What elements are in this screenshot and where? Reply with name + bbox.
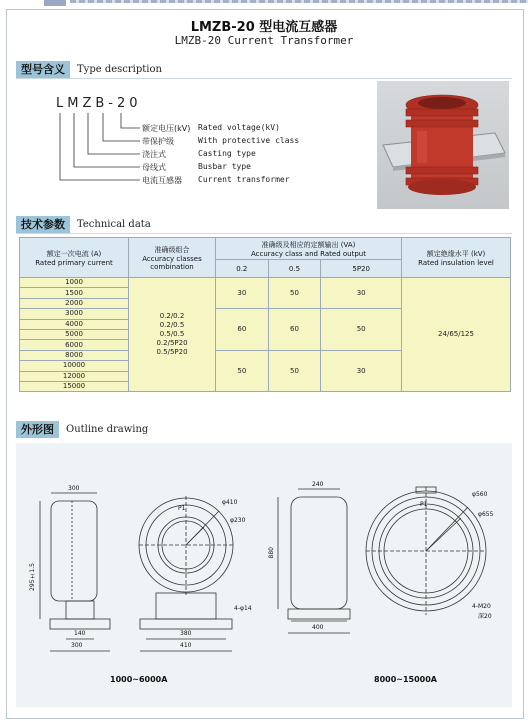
- dim-left-height: 295±1.5: [29, 563, 36, 591]
- header-insulation-cn: 额定绝缘水平 (kV): [426, 249, 486, 258]
- header-class-02: 0.2: [216, 260, 269, 278]
- legend-en: With protective class: [198, 136, 300, 145]
- header-current-en: Rated primary current: [35, 258, 113, 267]
- legend-cn: 额定电压(kV): [142, 124, 191, 133]
- header-output-cn: 准确级及相应的定额输出 (VA): [261, 240, 356, 249]
- legend-en: Casting type: [198, 149, 256, 158]
- product-photo: [377, 81, 509, 209]
- outline-section-header: [16, 421, 148, 438]
- dim-d560: φ560: [472, 491, 488, 498]
- current-cell: 1000: [20, 278, 129, 288]
- combination-item: 0.2/5P20: [156, 339, 188, 348]
- dim-w410: 410: [180, 642, 192, 649]
- legend-row: [142, 149, 256, 160]
- dim-d230: φ230: [230, 517, 246, 524]
- outline-section-tag: 外形图: [16, 421, 59, 438]
- legend-row: [142, 175, 290, 186]
- combination-cell: [129, 278, 216, 392]
- legend-cn: 母线式: [142, 163, 166, 172]
- output-02-cell: 30: [216, 278, 269, 309]
- output-05-cell: 60: [268, 309, 321, 351]
- current-cell: 6000: [20, 340, 129, 350]
- dim-right-width-400: 400: [312, 624, 324, 631]
- current-cell: 12000: [20, 371, 129, 381]
- section-divider: [16, 233, 512, 234]
- page-title-cn: LMZB-20 型电流互感器: [190, 20, 338, 35]
- legend-cn: 带保护级: [142, 137, 174, 146]
- tech-section-label: Technical data: [77, 219, 151, 230]
- current-cell: 2000: [20, 298, 129, 308]
- output-05-cell: 50: [268, 350, 321, 392]
- combination-item: 0.2/0.2: [159, 312, 185, 321]
- header-insulation-en: Rated insulation level: [418, 258, 494, 267]
- output-02-cell: 50: [216, 350, 269, 392]
- legend-en: Rated voltage(kV): [198, 123, 280, 132]
- dim-depth: 深20: [478, 613, 492, 620]
- left-front-base: [140, 619, 232, 629]
- dim-left-holes: 4-φ14: [234, 605, 252, 612]
- header-combination-en: Accuracy classes combination: [142, 254, 202, 271]
- current-cell: 8000: [20, 350, 129, 360]
- right-side-body: [291, 497, 347, 609]
- dim-w380: 380: [180, 630, 192, 637]
- output-5p20-cell: 50: [321, 309, 402, 351]
- type-section-tag: 型号含义: [16, 61, 70, 78]
- current-cell: 3000: [20, 309, 129, 319]
- model-code: LMZB-20: [56, 96, 142, 111]
- legend-cn: 浇注式: [142, 150, 166, 159]
- left-drawing-caption: 1000~6000A: [110, 675, 168, 684]
- outline-drawing-svg: [16, 443, 512, 707]
- header-insulation: [402, 238, 511, 278]
- dim-right-width-240: 240: [312, 481, 324, 488]
- type-section-label: Type description: [77, 64, 162, 75]
- dim-left-base-140: 140: [74, 630, 86, 637]
- header-output-en: Accuracy class and Rated output: [251, 249, 366, 258]
- dim-right-height-880: 880: [268, 547, 275, 559]
- dim-d655: φ655: [478, 511, 494, 518]
- insulation-cell: 24/65/125: [402, 278, 511, 392]
- header-class-05: 0.5: [268, 260, 321, 278]
- header-output: [216, 238, 402, 260]
- header-current: [20, 238, 129, 278]
- dim-d410: φ410: [222, 499, 238, 506]
- legend-en: Busbar type: [198, 162, 251, 171]
- label-left-p1: P1: [178, 505, 186, 512]
- dim-thread: 4-M20: [472, 603, 491, 610]
- outline-drawing: [16, 443, 512, 707]
- combination-item: 0.2/0.5: [159, 321, 185, 330]
- header-current-cn: 额定一次电流 (A): [46, 249, 102, 258]
- page-title-en: LMZB-20 Current Transformer: [174, 34, 354, 47]
- right-drawing-caption: 8000~15000A: [374, 675, 437, 684]
- legend-row: [142, 123, 280, 134]
- outline-section-label: Outline drawing: [66, 424, 149, 435]
- current-cell: 1500: [20, 288, 129, 298]
- combination-item: 0.5/5P20: [156, 348, 188, 357]
- output-02-cell: 60: [216, 309, 269, 351]
- current-cell: 15000: [20, 381, 129, 391]
- header-combination: [129, 238, 216, 278]
- legend-row: [142, 162, 251, 173]
- legend-en: Current transformer: [198, 175, 290, 184]
- current-cell: 10000: [20, 361, 129, 371]
- output-05-cell: 50: [268, 278, 321, 309]
- combination-item: 0.5/0.5: [159, 330, 185, 339]
- legend-cn: 电流互感器: [142, 176, 182, 185]
- left-side-body: [51, 501, 97, 601]
- technical-data-table: [19, 237, 511, 392]
- legend-row: [142, 136, 299, 147]
- dim-left-base-300: 300: [71, 642, 83, 649]
- header-class-5p20: 5P20: [321, 260, 402, 278]
- tech-section-tag: 技术参数: [16, 216, 70, 233]
- label-right-p1: P1: [420, 501, 428, 508]
- current-cell: 5000: [20, 329, 129, 339]
- current-cell: 4000: [20, 319, 129, 329]
- tech-section-header: [16, 216, 151, 233]
- output-5p20-cell: 30: [321, 350, 402, 392]
- output-5p20-cell: 30: [321, 278, 402, 309]
- left-base: [50, 619, 110, 629]
- header-combination-cn: 准确级组合: [154, 245, 190, 254]
- dim-left-top-width: 300: [68, 485, 80, 492]
